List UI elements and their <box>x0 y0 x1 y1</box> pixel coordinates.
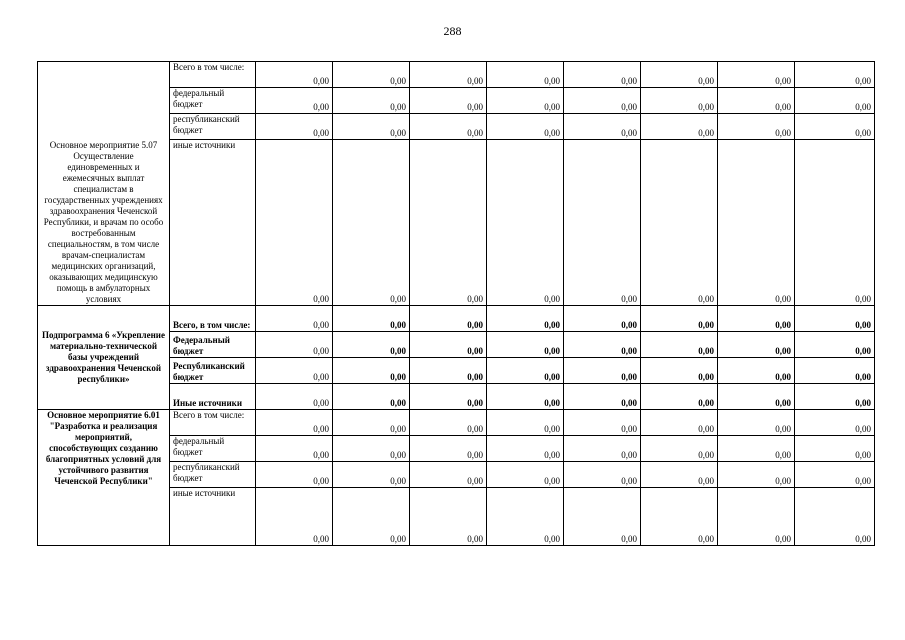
value-cell: 0,00 <box>410 114 487 140</box>
funding-source: Федеральный бюджет <box>170 332 256 358</box>
value-cell: 0,00 <box>795 88 875 114</box>
value-cell: 0,00 <box>795 114 875 140</box>
value-cell: 0,00 <box>641 88 718 114</box>
value-cell: 0,00 <box>487 88 564 114</box>
table-row <box>38 62 875 88</box>
value-cell: 0,00 <box>410 488 487 546</box>
value-cell: 0,00 <box>410 436 487 462</box>
value-cell: 0,00 <box>564 332 641 358</box>
value-cell: 0,00 <box>564 140 641 306</box>
budget-table <box>37 61 875 546</box>
value-cell: 0,00 <box>718 384 795 410</box>
value-cell: 0,00 <box>795 358 875 384</box>
funding-source: республиканский бюджет <box>170 114 256 140</box>
value-cell: 0,00 <box>795 488 875 546</box>
funding-source: республиканский бюджет <box>170 462 256 488</box>
value-cell: 0,00 <box>564 62 641 88</box>
value-cell: 0,00 <box>487 114 564 140</box>
value-cell: 0,00 <box>256 62 333 88</box>
value-cell: 0,00 <box>256 88 333 114</box>
value-cell: 0,00 <box>256 140 333 306</box>
value-cell: 0,00 <box>795 462 875 488</box>
value-cell: 0,00 <box>487 410 564 436</box>
value-cell: 0,00 <box>410 358 487 384</box>
value-cell: 0,00 <box>256 358 333 384</box>
value-cell: 0,00 <box>487 436 564 462</box>
value-cell: 0,00 <box>487 332 564 358</box>
value-cell: 0,00 <box>641 306 718 332</box>
funding-source: Всего в том числе: <box>170 62 256 88</box>
value-cell: 0,00 <box>718 436 795 462</box>
funding-source: Всего в том числе: <box>170 410 256 436</box>
funding-source: федеральный бюджет <box>170 88 256 114</box>
value-cell: 0,00 <box>256 488 333 546</box>
value-cell: 0,00 <box>333 62 410 88</box>
value-cell: 0,00 <box>795 436 875 462</box>
funding-source: иные источники <box>170 140 256 306</box>
page-number: 288 <box>443 24 462 38</box>
value-cell: 0,00 <box>795 410 875 436</box>
value-cell: 0,00 <box>564 488 641 546</box>
value-cell: 0,00 <box>564 88 641 114</box>
value-cell: 0,00 <box>256 462 333 488</box>
value-cell: 0,00 <box>795 306 875 332</box>
value-cell: 0,00 <box>333 88 410 114</box>
value-cell: 0,00 <box>564 306 641 332</box>
value-cell: 0,00 <box>410 306 487 332</box>
value-cell: 0,00 <box>641 332 718 358</box>
value-cell: 0,00 <box>333 140 410 306</box>
value-cell: 0,00 <box>718 488 795 546</box>
value-cell: 0,00 <box>641 140 718 306</box>
value-cell: 0,00 <box>564 114 641 140</box>
value-cell: 0,00 <box>256 410 333 436</box>
value-cell: 0,00 <box>333 332 410 358</box>
funding-source: Иные источники <box>170 384 256 410</box>
value-cell: 0,00 <box>718 462 795 488</box>
value-cell: 0,00 <box>641 436 718 462</box>
value-cell: 0,00 <box>641 462 718 488</box>
table-row <box>38 306 875 332</box>
value-cell: 0,00 <box>256 332 333 358</box>
value-cell: 0,00 <box>333 384 410 410</box>
subprogram-6-name: Подпрограмма 6 «Укрепление материально-технической базы учреждений здравоохранения Чеченской республики» <box>38 306 170 410</box>
value-cell: 0,00 <box>718 140 795 306</box>
value-cell: 0,00 <box>641 358 718 384</box>
value-cell: 0,00 <box>795 384 875 410</box>
value-cell: 0,00 <box>333 436 410 462</box>
value-cell: 0,00 <box>410 410 487 436</box>
value-cell: 0,00 <box>487 140 564 306</box>
value-cell: 0,00 <box>333 358 410 384</box>
value-cell: 0,00 <box>333 410 410 436</box>
value-cell: 0,00 <box>718 358 795 384</box>
value-cell: 0,00 <box>256 114 333 140</box>
value-cell: 0,00 <box>410 140 487 306</box>
value-cell: 0,00 <box>333 306 410 332</box>
value-cell: 0,00 <box>795 332 875 358</box>
value-cell: 0,00 <box>487 306 564 332</box>
value-cell: 0,00 <box>564 462 641 488</box>
value-cell: 0,00 <box>641 384 718 410</box>
value-cell: 0,00 <box>487 462 564 488</box>
value-cell: 0,00 <box>795 62 875 88</box>
value-cell: 0,00 <box>410 384 487 410</box>
value-cell: 0,00 <box>641 114 718 140</box>
value-cell: 0,00 <box>487 62 564 88</box>
value-cell: 0,00 <box>795 140 875 306</box>
value-cell: 0,00 <box>256 306 333 332</box>
value-cell: 0,00 <box>564 358 641 384</box>
value-cell: 0,00 <box>487 488 564 546</box>
value-cell: 0,00 <box>718 88 795 114</box>
value-cell: 0,00 <box>410 462 487 488</box>
value-cell: 0,00 <box>718 332 795 358</box>
funding-source: федеральный бюджет <box>170 436 256 462</box>
value-cell: 0,00 <box>487 384 564 410</box>
value-cell: 0,00 <box>256 384 333 410</box>
value-cell: 0,00 <box>410 62 487 88</box>
value-cell: 0,00 <box>641 62 718 88</box>
measure-6-01-name: Основное мероприятие 6.01 "Разработка и реализация мероприятий, способствующих созданию благоприятных условий для устойчивого развития Чеченской Республики" <box>38 410 170 546</box>
value-cell: 0,00 <box>564 384 641 410</box>
measure-5-07-name: Основное мероприятие 5.07 Осуществление единовременных и ежемесячных выплат специалистам в государственных учреждениях здравоохранения Чеченской Республики, и врачам по особо востребованным специальностям, в том числе врачам-специалистам медицинских организаций, оказывающих медицинскую помощь в амбулаторных условиях <box>38 62 170 306</box>
value-cell: 0,00 <box>333 462 410 488</box>
funding-source: Всего, в том числе: <box>170 306 256 332</box>
table-row <box>38 410 875 436</box>
funding-source: Республиканский бюджет <box>170 358 256 384</box>
value-cell: 0,00 <box>718 62 795 88</box>
value-cell: 0,00 <box>410 332 487 358</box>
value-cell: 0,00 <box>333 114 410 140</box>
funding-source: иные источники <box>170 488 256 546</box>
value-cell: 0,00 <box>564 436 641 462</box>
value-cell: 0,00 <box>718 410 795 436</box>
value-cell: 0,00 <box>256 436 333 462</box>
value-cell: 0,00 <box>487 358 564 384</box>
value-cell: 0,00 <box>641 410 718 436</box>
value-cell: 0,00 <box>718 306 795 332</box>
value-cell: 0,00 <box>410 88 487 114</box>
value-cell: 0,00 <box>718 114 795 140</box>
value-cell: 0,00 <box>641 488 718 546</box>
value-cell: 0,00 <box>564 410 641 436</box>
value-cell: 0,00 <box>333 488 410 546</box>
